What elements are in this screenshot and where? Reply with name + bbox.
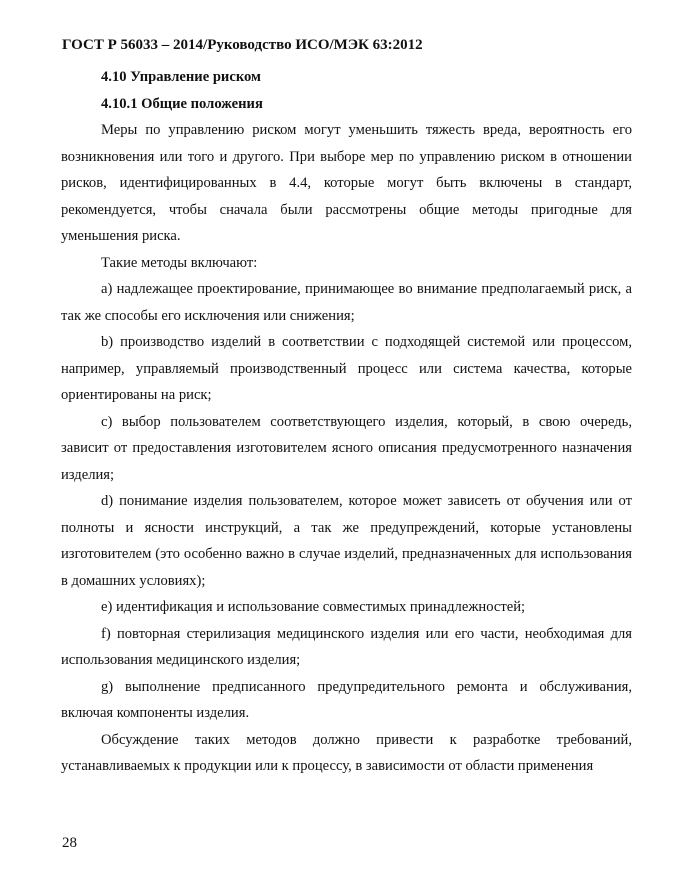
- list-item-c: c) выбор пользователем соответствующего изделия, который, в свою очередь, зависит от предоставления изготовителем ясного описания предусмотренного назначения изделия;: [61, 413, 632, 483]
- list-item-b: b) производство изделий в соответствии с подходящей системой или процессом, например, управляемый производственный процесс или система качества, которые ориентированы на риск;: [61, 334, 632, 403]
- subsection-title: 4.10.1 Общие положения: [101, 95, 263, 112]
- list-item-d: d) понимание изделия пользователем, которое может зависеть от обучения или от полноты и ясности инструкций, а так же предупреждений, которые установлены изготовителем (это особенно важно в случае изделий, предназначенных для использования в домашних условиях);: [61, 493, 632, 589]
- document-body: [61, 64, 632, 780]
- document-header: ГОСТ Р 56033 – 2014/Руководство ИСО/МЭК 63:2012: [62, 37, 423, 53]
- paragraph-intro: Меры по управлению риском могут уменьшить тяжесть вреда, вероятность его возникновения или того и другого. При выборе мер по управлению риском в отношении рисков, идентифицированных в 4.4, которые могут быть включены в стандарт, рекомендуется, чтобы сначала были рассмотрены общие методы пригодные для уменьшения риска.: [61, 122, 632, 244]
- list-item-a: a) надлежащее проектирование, принимающее во внимание предполагаемый риск, а так же способы его исключения или снижения;: [61, 281, 632, 324]
- list-item-f: f) повторная стерилизация медицинского изделия или его части, необходимая для использования медицинского изделия;: [61, 625, 632, 668]
- list-item-g: g) выполнение предписанного предупредительного ремонта и обслуживания, включая компоненты изделия.: [61, 678, 632, 721]
- section-title: 4.10 Управление риском: [101, 69, 261, 85]
- paragraph-discussion: Обсуждение таких методов должно привести к разработке требований, устанавливаемых к продукции или к процессу, в зависимости от области применения: [61, 731, 632, 774]
- list-item-e: e) идентификация и использование совместимых принадлежностей;: [101, 599, 526, 615]
- page-number: 28: [62, 835, 77, 851]
- paragraph-methods-intro: Такие методы включают:: [101, 254, 258, 271]
